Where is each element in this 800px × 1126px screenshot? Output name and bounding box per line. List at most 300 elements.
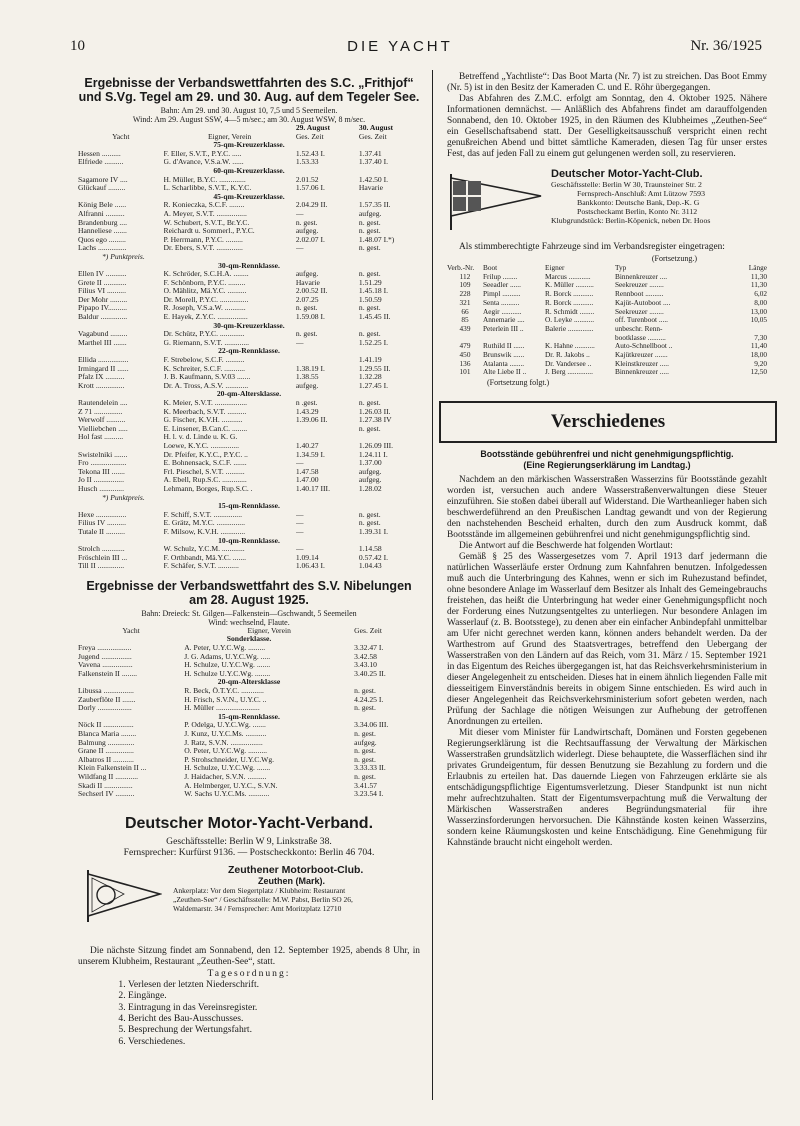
owner-club: E. Bohnensack, S.C.F. ....... — [163, 459, 247, 468]
boat-name: Dorly .................. — [78, 704, 132, 713]
boat-name: Blanca Maria ........ — [78, 730, 137, 738]
result-row — [78, 296, 420, 305]
result-row — [78, 356, 420, 365]
column-header: Länge — [748, 264, 767, 272]
race-time — [296, 433, 359, 442]
race-time — [296, 425, 359, 434]
result-row — [78, 382, 420, 391]
race-time: 1.41.19 — [358, 356, 382, 365]
boat-name: Hanneliese ....... — [78, 227, 127, 236]
register-to-be-continued: (Fortsetzung folgt.) — [487, 378, 550, 388]
race-time: 1.59.08 I. — [295, 313, 325, 322]
agenda-item: 6. Verschiedenes. — [128, 1036, 420, 1047]
race-time: 3.23.54 I. — [354, 790, 384, 799]
owner-club: F. Milsow, K.V.H. ............. — [163, 527, 246, 536]
club-title: Zeuthener Motorboot-Club. — [228, 863, 364, 876]
owner-club: P. Herrmann, P.Y.C. ......... — [163, 235, 243, 244]
column-header: Verb.-Nr. — [447, 264, 475, 272]
class-heading: Sonderklasse. — [226, 635, 272, 644]
owner-club: F. Orthbandt, Mä.Y.C. ....... — [163, 553, 247, 562]
boat-name: Alte Liebe II .. — [483, 368, 527, 377]
frithjof-results-table — [78, 124, 420, 571]
owner-club: J. Ratz, S.V.N. ................. — [184, 738, 263, 747]
owner-name: J. Berg .............. — [545, 368, 593, 377]
owner-club: Dr. Ebers, S.V.T. .............. — [163, 244, 243, 253]
class-heading-row — [78, 678, 420, 687]
result-row — [78, 399, 420, 408]
race-time: — — [295, 244, 304, 253]
class-heading-row — [78, 537, 420, 546]
owner-club: J. B. Kaufmann, S.V.03 ....... — [163, 373, 251, 382]
owner-club: E. Linsener, B.Can.C. ........ — [163, 424, 248, 433]
race-time: aufgeg. — [295, 270, 319, 279]
boat-type: off. Turenboot ..... — [615, 316, 668, 325]
boat-name: Tekona III ....... — [78, 467, 125, 476]
race-time: 2.01.52 — [295, 175, 319, 184]
frithjof-course: Bahn: Am 29. und 30. August 10, 7,5 und 5 Seemeilen. — [160, 106, 338, 115]
boat-length: 12,50 — [750, 368, 767, 377]
result-row — [78, 408, 420, 417]
boat-type: Seekreuzer ........ — [615, 307, 664, 316]
result-row — [78, 244, 420, 253]
register-number: 66 — [461, 307, 469, 316]
boat-name: Glückauf ......... — [78, 184, 126, 193]
race-time: n. gest. — [354, 730, 376, 738]
register-row — [447, 360, 767, 369]
owner-club: Dr. Morell, P.Y.C. ............... — [163, 295, 249, 304]
class-heading: 15-qm-Rennklasse. — [218, 712, 280, 721]
boat-name: Nöck II ................ — [78, 721, 134, 730]
race-time: n. gest. — [354, 772, 376, 781]
race-time: 1.40.27 — [295, 441, 319, 450]
race-time: 1.27.45 I. — [358, 381, 389, 390]
column-header: Eigner — [545, 264, 565, 272]
register-row — [447, 281, 767, 290]
owner-club: A. Ebell, Rup.S.C. ............. — [163, 476, 247, 485]
boat-name: Marthel III ....... — [78, 338, 127, 347]
class-heading: 60-qm-Kreuzerklasse. — [213, 166, 285, 175]
column-header: Ges. Zeit — [354, 626, 382, 635]
yachtliste-note: Betreffend „Yachtliste“: Das Boot Marta (Nr. 7) ist zu streichen. Das Boot Emmy (Nr. 5) ist in den Besitz der Kameraden C. und E. Röhr übergegangen. — [447, 72, 767, 93]
agenda-item: 1. Verlesen der letzten Niederschrift. — [128, 979, 420, 990]
boat-name: Atalanta ........ — [483, 359, 525, 368]
result-row — [78, 704, 420, 713]
boat-name: Fro ................... — [78, 459, 127, 468]
race-time: 1.53.33 — [295, 158, 319, 167]
boat-name: Fröschlein III ... — [78, 553, 128, 562]
boat-name: Irmingard II ...... — [78, 364, 129, 373]
race-time — [359, 433, 420, 442]
boat-name: Elfriede .......... — [78, 158, 124, 167]
owner-club: P. Odelga, U.Y.C.Wg. ....... — [184, 721, 266, 730]
boat-name: Jo II ................ — [78, 476, 124, 485]
result-row — [78, 150, 420, 159]
boat-length: 8,00 — [754, 298, 767, 307]
boat-name: Pipapo IV.......... — [78, 304, 128, 313]
boat-name: Der Mohr ......... — [78, 295, 128, 304]
owner-club: W. Schubert, S.V.T., Br.Y.C. — [163, 218, 250, 227]
result-row — [78, 158, 420, 167]
owner-name: Dr. Vandersee .. — [545, 359, 592, 368]
result-row — [78, 330, 420, 339]
race-time: 1.40.17 III. — [295, 484, 330, 493]
race-time: 1.47.58 — [295, 467, 319, 476]
owner-club: Reichardt u. Sommerl., P.Y.C. — [163, 227, 255, 236]
result-row — [78, 201, 420, 210]
class-heading-row — [78, 390, 420, 399]
result-row — [78, 227, 420, 236]
boat-name: Sagamore IV .... — [78, 175, 128, 184]
boat-name: Ellida ................ — [78, 356, 129, 365]
owner-club: R. Beck, Ö.T.Y.C. ............ — [184, 687, 264, 696]
dmyv-phone: Fernsprecher: Kurfürst 9136. — Postscheckkonto: Berlin 46 704. — [123, 846, 375, 858]
page-number: 10 — [70, 38, 85, 54]
class-heading: 22-qm-Rennklasse. — [218, 347, 280, 356]
race-time: 0.57.42 I. — [358, 553, 389, 562]
result-row — [78, 773, 420, 782]
column-header: Typ — [615, 264, 627, 272]
column-header: Ges. Zeit — [358, 132, 387, 141]
register-row — [447, 273, 767, 282]
club-info-line: „Zeuthen-See“ / Geschäftsstelle: M.W. Pabst, Berlin SO 26, — [173, 894, 353, 904]
owner-club: K. Meier, S.V.T. ................. — [163, 399, 248, 407]
owner-club: F. Strebelow, S.C.F. .......... — [163, 356, 245, 365]
date-header: 30. August — [358, 124, 394, 132]
race-time: 1.52.43 I. — [295, 149, 325, 158]
article-paragraph: Nachdem an den märkischen Wasserstraßen Wasserzins für Bootsstände gezahlt worden ist, versuchen auch andere Wasserstraßenverwaltungen diese Steuer einzuführen. Sie stoßen dabei überall auf Widerstand. Die Wartheanlieger haben sich beschwerdeführend an den Preußischen Landtag gewandt und von der Regierung den nachstehenden Bescheid erhalten, durch den zum Ausdruck kommt, daß Bootsstände im allgemeinen gebührenfrei und nicht genehmigungspflichtig sind. — [447, 475, 767, 541]
boat-name: Baldur .............. — [78, 313, 128, 322]
column-header: Ges. Zeit — [295, 132, 324, 141]
boat-type: Kajütkreuzer ....... — [615, 351, 668, 360]
owner-club: K. Meerbach, S.V.T. .......... — [163, 407, 247, 416]
race-time: aufgeg. — [358, 476, 382, 485]
race-time: n. gest. — [354, 704, 376, 713]
race-time: 1.28.02 — [358, 484, 382, 493]
owner-name — [545, 334, 615, 343]
race-time: 2.04.29 II. — [295, 201, 328, 210]
result-row — [78, 176, 420, 185]
owner-club: H. Schulze U.Y.C.Wg. ........ — [184, 669, 271, 678]
result-row — [78, 287, 420, 296]
race-time: 1.38.19 I. — [295, 364, 325, 373]
race-time: 1.37.00 — [358, 459, 382, 468]
owner-club: J. G. Adams, U.Y.C.Wg. ..... — [184, 652, 271, 661]
owner-club: Frl. Pieschel, S.V.T. .......... — [163, 467, 245, 476]
boat-name: Vielliebchen ..... — [78, 424, 128, 433]
right-column — [447, 72, 767, 849]
boat-name: Till II .............. — [78, 562, 125, 571]
boat-name: Filius IV .......... — [78, 519, 126, 528]
boat-name: Grete II ............ — [78, 278, 127, 287]
result-row — [78, 528, 420, 537]
boat-type: unbeschr. Renn- — [615, 324, 663, 333]
result-row — [78, 219, 420, 228]
race-time: 1.24.11 I. — [358, 450, 388, 459]
owner-name: R. Borck ........... — [545, 290, 594, 299]
result-row — [78, 756, 420, 765]
owner-club: H. l. v. d. Linde u. K. G. — [163, 433, 238, 442]
race-time: 3.42.58 — [354, 652, 377, 661]
race-time: 2.07.25 — [295, 295, 319, 304]
section-heading: Verschiedenes — [550, 411, 666, 433]
race-time: 3.33.33 II. — [354, 764, 386, 773]
race-time: n. gest. — [295, 330, 318, 339]
footnote: *) Punktpreis. — [102, 252, 145, 261]
owner-club: A. Peter, U.Y.C.Wg. ......... — [184, 644, 266, 653]
club-pennant-icon — [84, 868, 162, 924]
owner-name: Dr. R. Jakobs .. — [545, 351, 590, 360]
boat-name: Hexe ................ — [78, 510, 127, 519]
frithjof-title: Ergebnisse der Verbandswettfahrten des S.C. „Frithjof“ und S.Vg. Tegel am 29. und 30. Aug. auf dem Tegeler See. — [78, 76, 420, 104]
boat-length: 11,40 — [750, 342, 767, 351]
result-row — [78, 696, 420, 705]
race-time: 1.38.55 — [295, 373, 319, 382]
class-heading-row — [78, 141, 420, 150]
result-row — [78, 747, 420, 756]
race-time: 1.37.40 I. — [358, 158, 389, 167]
class-heading-row — [78, 262, 420, 271]
owner-club: K. Schröder, S.C.H.A. ........ — [163, 270, 249, 279]
magazine-title: DIE YACHT — [347, 38, 453, 55]
boat-type: Binnenkreuzer .... — [615, 272, 668, 281]
result-row — [78, 416, 420, 425]
dmyc-title: Deutscher Motor-Yacht-Club. — [551, 168, 703, 180]
register-row — [447, 342, 767, 351]
owner-club: F. Schiff, S.V.T. ............... — [163, 510, 243, 519]
boat-name: Pfalz IX .......... — [78, 373, 125, 382]
register-number: 109 — [459, 281, 471, 290]
register-row — [447, 299, 767, 308]
agenda-item: 5. Besprechung der Wertungsfahrt. — [128, 1024, 420, 1035]
result-row — [78, 236, 420, 245]
race-time: 1.09.14 — [295, 553, 319, 562]
boat-name: Falkenstein II ........ — [78, 669, 138, 678]
owner-club: L. Scharlibbe, S.V.T., K.Y.C. — [163, 184, 252, 193]
meeting-notice: Die nächste Sitzung findet am Sonnabend, den 12. September 1925, abends 8 Uhr, in unserem Klubheim, Restaurant „Zeuthen-See“, statt. — [78, 945, 420, 967]
race-time: 2.00.52 II. — [295, 287, 328, 296]
result-row — [78, 782, 420, 791]
boat-name: Hol fast .......... — [78, 433, 124, 442]
boat-name: Annemarie .... — [483, 316, 525, 325]
race-time: — — [295, 545, 304, 554]
owner-club: E. Hayek, Z.Y.C. ................ — [163, 313, 248, 322]
result-row — [78, 519, 420, 528]
club-info-line: Ankerplatz: Vor dem Siegertplatz / Klubheim: Restaurant — [173, 885, 346, 895]
class-heading: 10-qm-Rennklasse. — [218, 536, 280, 545]
result-row — [78, 739, 420, 748]
boat-type: Kajüt-Autoboot .... — [615, 298, 671, 307]
register-number: 101 — [459, 368, 471, 377]
boat-length: 9,20 — [754, 359, 767, 368]
boat-name: Quos ego ......... — [78, 235, 126, 244]
register-row — [447, 334, 767, 343]
owner-club: J. Haidacher, S.V.N. .......... — [184, 772, 267, 781]
column-divider — [432, 70, 433, 1100]
class-heading-row — [78, 193, 420, 202]
race-time: 1.39.06 II. — [295, 416, 328, 425]
boat-name: Brunswik ...... — [483, 351, 525, 360]
race-time: 1.37.41 — [358, 149, 382, 158]
race-time: 1.43.29 — [295, 407, 319, 416]
dmyc-block — [447, 168, 767, 242]
boat-length: 13,00 — [750, 307, 767, 316]
result-row — [78, 554, 420, 563]
race-time: 1.06.43 I. — [295, 562, 325, 571]
boat-length: 6,02 — [754, 290, 767, 299]
owner-club: A. Helmberger, U.Y.C., S.V.N. — [184, 781, 278, 790]
boat-name: Pimpl .......... — [483, 290, 521, 299]
owner-name: R. Schmidt ........ — [545, 307, 595, 316]
owner-club: P. Strohschneider, U.Y.C.Wg. — [184, 755, 275, 764]
nibelungen-course: Bahn: Dreieck: St. Gilgen—Falkenstein—Gschwandt, 5 Seemeilen — [141, 608, 357, 618]
result-row — [78, 485, 420, 494]
boat-name: Ellen IV ........... — [78, 270, 127, 279]
dmyc-info-line: Postscheckamt Berlin, Konto Nr. 3112 — [577, 207, 698, 216]
boat-name: Vavena ................ — [78, 661, 133, 670]
register-row — [447, 351, 767, 360]
abfahren-note: Das Abfahren des Z.M.C. erfolgt am Sonntag, den 4. Oktober 1925. Nähere Informationen demnächst. — Anläßlich des Abfahrens findet am darauffolgenden Sonnabend, den 10. Oktober 1925, in den Räumen des Klubheimes „Zeuthen-See“ ein Gesellschaftsabend statt. Der Geselligkeitsausschuß verspricht einen recht genußreichen Abend und bittet sämtliche Kameraden, diesen Tag für unser erstes Fest, das auf jeden Fall zu einem gut gelungenen werden soll, zu reservieren. — [447, 94, 767, 159]
article-paragraph: Die Antwort auf die Beschwerde hat folgenden Wortlaut: — [459, 541, 673, 552]
race-time: aufgeg. — [354, 738, 377, 747]
dmyv-title: Deutscher Motor-Yacht-Verband. — [124, 814, 374, 832]
agenda-item: 4. Bericht des Bau-Ausschusses. — [128, 1013, 420, 1024]
owner-club: G. Riemann, S.V.T. ............. — [163, 338, 250, 347]
boat-length: 10,05 — [750, 316, 767, 325]
result-row — [78, 476, 420, 485]
dmyv-office: Geschäftsstelle: Berlin W 9, Linkstraße 38. — [166, 835, 332, 847]
column-header: Eigner, Verein — [207, 132, 252, 141]
class-heading-row — [78, 635, 420, 644]
race-time: 1.29.55 II. — [358, 364, 391, 373]
race-time: 1.50.59 — [358, 295, 382, 304]
dmyc-info-line: Fernsprech-Anschluß: Amt Lützow 7593 — [577, 189, 705, 198]
owner-club: O. Peter, U.Y.C.Wg. .......... — [184, 747, 268, 756]
race-time: 3.34.06 III. — [354, 721, 389, 730]
dmyc-info-line: Bankkonto: Deutsche Bank, Dep.-K. G — [577, 198, 700, 207]
nibelungen-title: Ergebnisse der Verbandswettfahrt des S.V. Nibelungen am 28. August 1925. — [86, 578, 412, 607]
boat-name: Swistelniki ....... — [78, 450, 128, 459]
issue-number: Nr. 36/1925 — [690, 38, 762, 54]
boat-name: Werwolf .......... — [78, 416, 126, 425]
class-heading: 20-qm-Altersklasse — [217, 678, 281, 687]
race-time: 1.14.58 — [358, 545, 382, 554]
boat-name: Ruthild II ...... — [483, 342, 525, 351]
section-heading-box — [439, 401, 777, 443]
register-row — [447, 308, 767, 317]
boat-length: 11,30 — [750, 281, 767, 290]
race-time: Havarie — [358, 184, 383, 193]
boat-name: Alfranni .......... — [78, 209, 125, 218]
race-time: 1.57.06 I. — [295, 184, 325, 193]
owner-club: A. Meyer, S.V.T. ................ — [163, 209, 247, 218]
owner-club: Loewe, K.Y.C. ............... — [163, 441, 240, 450]
race-time: 1.26.03 II. — [358, 407, 391, 416]
owner-name: O. Leyke ........... — [545, 316, 595, 325]
agenda-list — [114, 979, 420, 1047]
footnote: *) Punktpreis. — [102, 493, 145, 502]
boat-type: Binnenkreuzer ..... — [615, 368, 669, 377]
boat-length: 7,30 — [754, 333, 767, 342]
owner-club: H. Schulze, U.Y.C.Wg. ....... — [184, 764, 271, 773]
boat-name: Freya .................. — [78, 644, 132, 653]
race-time: n. gest. — [295, 218, 318, 227]
race-time: 1.42.50 I. — [358, 175, 389, 184]
class-heading: 30-qm-Kreuzerklasse. — [213, 321, 285, 330]
race-time: — — [295, 527, 304, 536]
race-time: n. gest. — [358, 227, 381, 236]
race-time: 1.34.59 I. — [295, 450, 325, 459]
class-heading: 45-qm-Kreuzerklasse. — [213, 192, 285, 201]
owner-club: W. Schulz, Y.C.M. ............ — [163, 545, 245, 554]
owner-club: K. Schreiter, S.C.F. ........... — [163, 364, 246, 373]
result-row — [78, 279, 420, 288]
register-number: 439 — [459, 324, 471, 333]
race-time: 2.02.07 I. — [295, 235, 325, 244]
owner-club: J. Kunz, U.Y.C.Ms. ........... — [184, 730, 267, 738]
boat-name — [483, 334, 545, 343]
boat-name: Vagabund ......... — [78, 330, 128, 339]
race-time: 3.43.10 — [354, 661, 377, 670]
boat-name: Tutale II .......... — [78, 527, 125, 536]
owner-club: O. Mählitz, Mä.Y.C. .......... — [163, 287, 247, 296]
agenda-item: 3. Eintragung in das Vereinsregister. — [128, 1002, 420, 1013]
race-time: 4.24.25 I. — [354, 695, 384, 704]
boat-name: Sechserl IV .......... — [78, 790, 135, 799]
result-row — [78, 304, 420, 313]
boat-name: Rautendelein .... — [78, 399, 128, 407]
dmyc-info-line: Klubgrundstück: Berlin-Köpenick, neben Dr. Hoos — [551, 216, 711, 225]
register-number — [447, 334, 483, 343]
race-time: aufgeg. — [358, 467, 382, 476]
result-row — [78, 339, 420, 348]
race-time: 1.04.43 — [358, 562, 382, 571]
boat-name: Wildfang II ............ — [78, 772, 139, 781]
class-heading: 20-qm-Altersklasse. — [216, 390, 282, 399]
race-time: n. gest. — [358, 510, 381, 519]
register-number: 136 — [459, 359, 471, 368]
race-time: n. gest. — [358, 330, 381, 339]
race-time: 1.45.18 I. — [358, 287, 389, 296]
result-row — [78, 373, 420, 382]
result-row — [78, 365, 420, 374]
club-location: Zeuthen (Mark). — [258, 875, 326, 886]
owner-club: F. Eller, S.V.T., P.Y.C. ..... — [163, 149, 242, 158]
result-row — [78, 433, 420, 442]
owner-name: K. Hahne ........... — [545, 342, 595, 351]
owner-name: K. Müller .......... — [545, 281, 594, 290]
boat-name: Z 71 ............... — [78, 407, 123, 416]
class-heading-row — [78, 502, 420, 511]
zeuthen-club-block — [78, 864, 420, 946]
boat-name: Senta .......... — [483, 298, 520, 307]
register-number: 112 — [459, 272, 471, 281]
class-heading-row — [78, 713, 420, 722]
boat-name: Brandenburg .... — [78, 218, 127, 227]
result-row — [78, 511, 420, 520]
race-time: n. gest. — [354, 687, 376, 696]
race-time: n. gest. — [354, 755, 376, 764]
race-time: 1.27.38 IV — [358, 416, 392, 425]
race-time: n. gest. — [358, 424, 381, 433]
date-header: 29. August — [295, 124, 330, 132]
boat-name: Skadi II ............... — [78, 781, 133, 790]
race-time: aufgeg. — [358, 209, 382, 218]
register-number: 450 — [459, 351, 471, 360]
result-row — [78, 687, 420, 696]
result-row — [78, 184, 420, 193]
boat-type: Kleinstkreuzer ..... — [615, 359, 669, 368]
race-time: — — [295, 519, 304, 528]
